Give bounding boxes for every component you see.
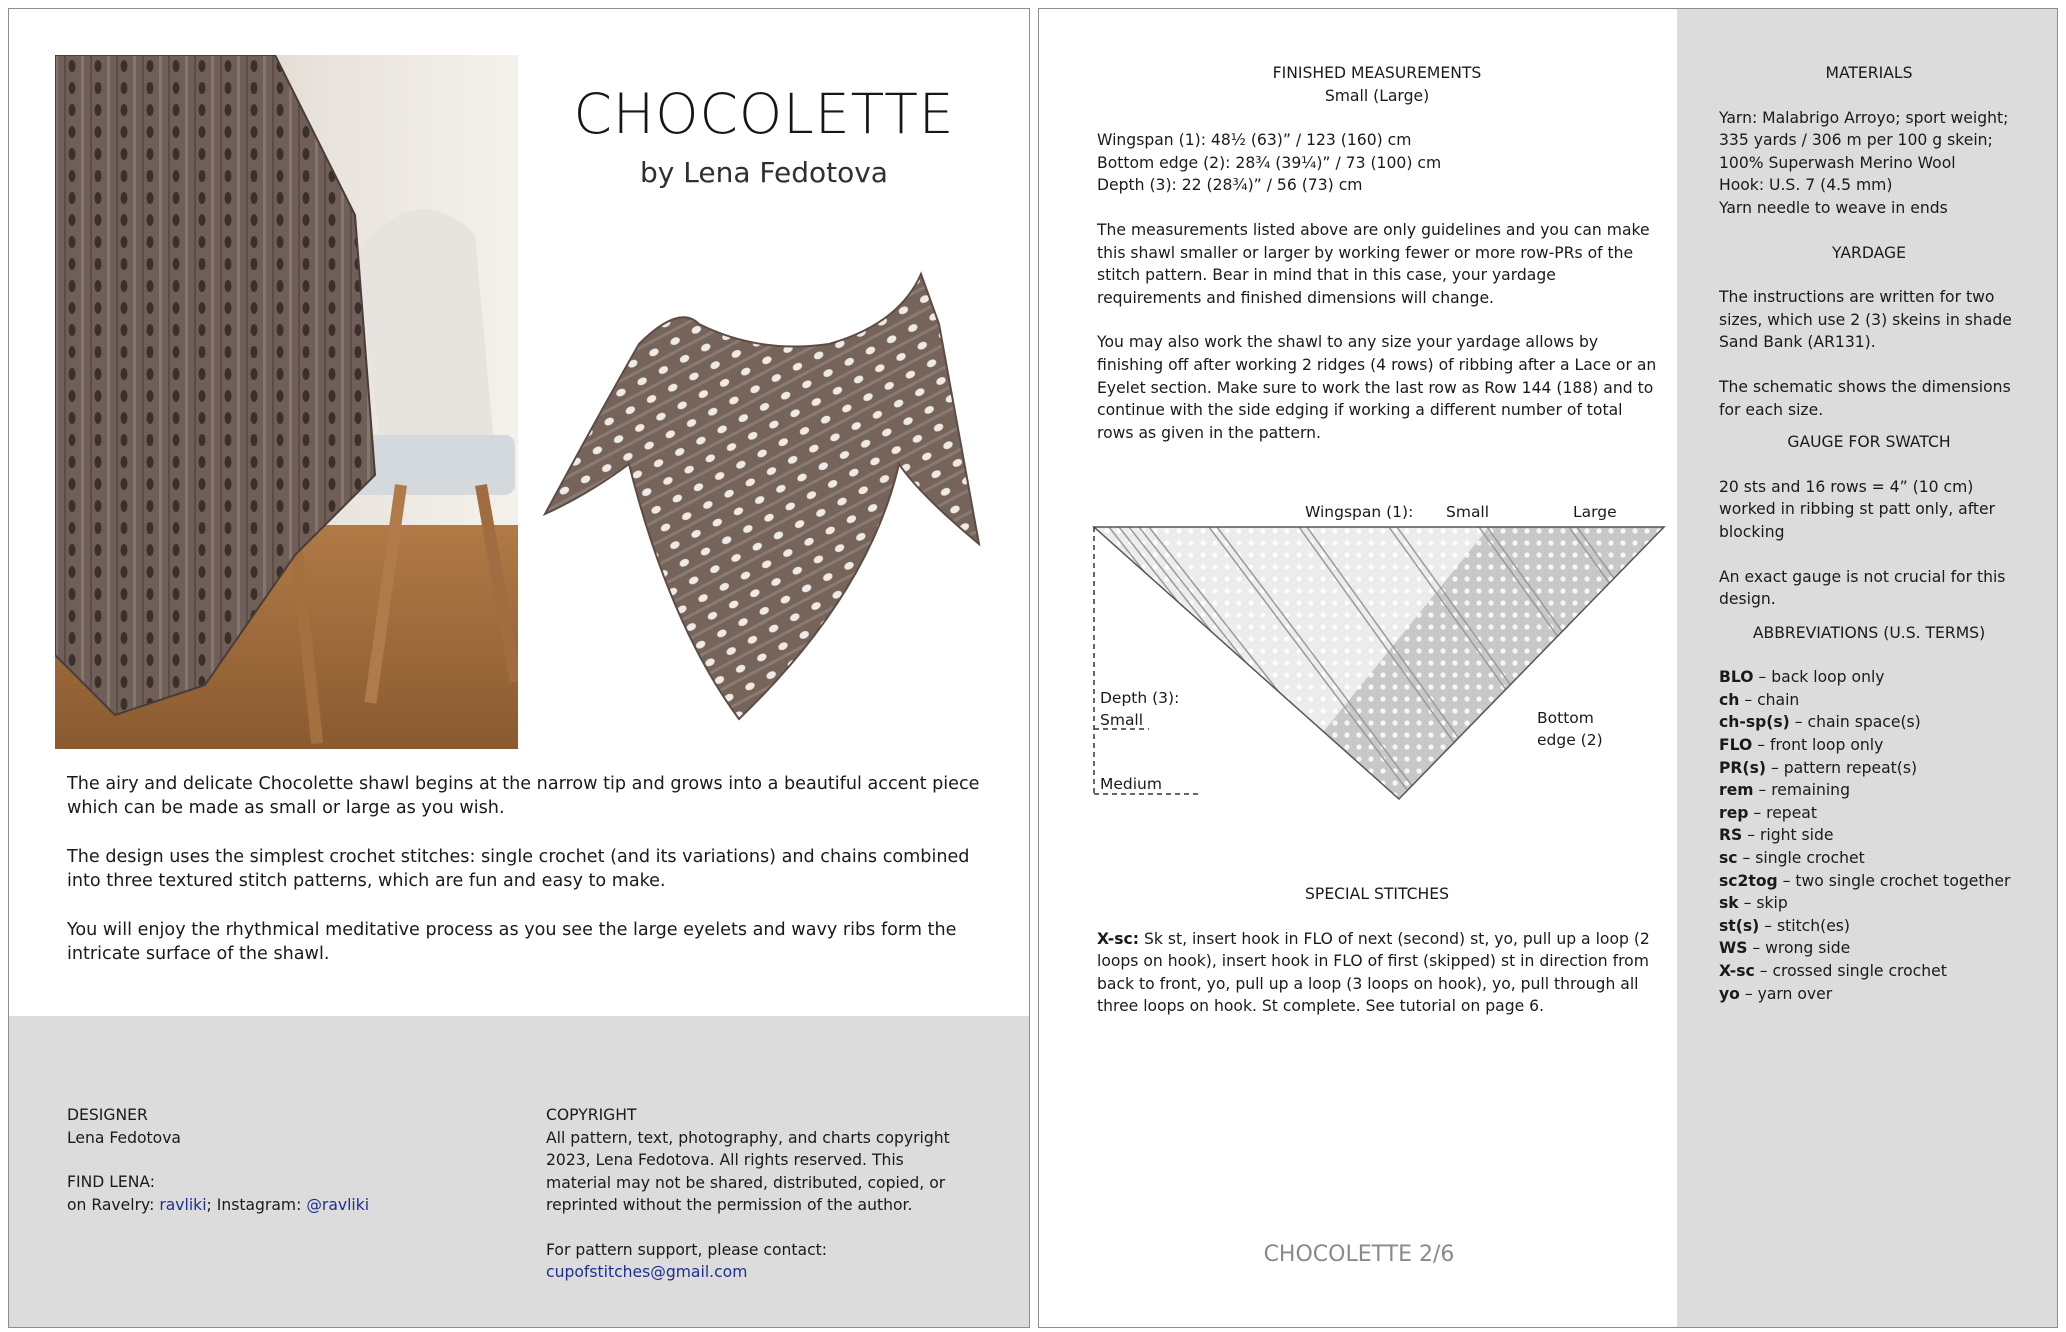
sidebar: [1677, 9, 2057, 1327]
abbreviation-definition: – wrong side: [1747, 939, 1851, 958]
find-prefix: on Ravelry:: [67, 1195, 160, 1214]
needle-info: Yarn needle to weave in ends: [1719, 198, 1948, 217]
abbreviation-item: [1719, 937, 2019, 960]
sidebar-content: [1719, 62, 2019, 1005]
special-text: Sk st, insert hook in FLO of next (second) st, yo, pull up a loop (2 loops on hook), insert hook in FLO of first (skipped) st in direction from back to front, yo, pull up a loop (3 loops on hook), yo, pull through all three loops on hook. St complete. See tutorial on page 6.: [1097, 929, 1650, 1016]
schematic-depth-medium: Medium: [1100, 775, 1162, 793]
footer: [9, 1016, 1029, 1327]
copyright-section: [546, 1104, 966, 1284]
abbreviation-definition: – skip: [1738, 894, 1788, 913]
support-email-link[interactable]: cupofstitches@gmail.com: [546, 1263, 748, 1281]
abbreviation-item: [1719, 983, 2019, 1006]
schematic-depth-small: Small: [1100, 711, 1144, 729]
abbreviation-definition: – stitch(es): [1759, 916, 1851, 935]
measurements-paragraph-2: You may also work the shawl to any size your yardage allows by finishing off after working 2 ridges (4 rows) of ribbing after a Lace or an Eyelet section. Make sure to work the last row as Row 144 (188) and to continue with the side edging if working a different number of total rows as given in the pattern.: [1097, 333, 1657, 442]
finished-subheading: Small (Large): [1324, 86, 1430, 105]
abbreviation-term: RS: [1719, 826, 1743, 845]
abbreviation-definition: – front loop only: [1752, 736, 1884, 755]
designer-heading: DESIGNER: [67, 1106, 148, 1124]
wingspan-measurement: Wingspan (1): 48½ (63)” / 123 (160) cm: [1097, 131, 1412, 150]
abbreviation-item: [1719, 711, 2019, 734]
abbreviations-list: [1719, 666, 2019, 1005]
abbreviation-definition: – two single crochet together: [1777, 871, 2011, 890]
abbreviation-term: st(s): [1719, 916, 1760, 935]
depth-measurement: Depth (3): 22 (28¾)” / 56 (73) cm: [1097, 176, 1363, 195]
abbreviation-definition: – chain space(s): [1789, 713, 1921, 732]
abbreviation-item: [1719, 960, 2019, 983]
page-number: CHOCOLETTE 2/6: [1263, 1242, 1455, 1267]
shawl-draped-photo: [55, 55, 518, 749]
abbreviation-item: [1719, 666, 2019, 689]
abbreviation-definition: – crossed single crochet: [1754, 962, 1947, 980]
shawl-schematic: [1089, 489, 1689, 819]
abbreviation-term: ch: [1719, 690, 1740, 709]
yardage-text: The instructions are written for two sizes, which use 2 (3) skeins in shade Sand Bank (AR131).: [1719, 288, 2012, 352]
special-heading: SPECIAL STITCHES: [1305, 885, 1449, 903]
title-block: [529, 9, 999, 189]
abbreviation-term: yo: [1719, 984, 1740, 1003]
ravelry-link[interactable]: ravliki: [159, 1195, 207, 1214]
special-description: [1097, 928, 1657, 1018]
abbreviation-item: [1719, 802, 2019, 825]
yardage-heading: YARDAGE: [1832, 243, 1906, 262]
abbreviation-term: BLO: [1719, 668, 1754, 687]
finished-measurements: [1097, 62, 1657, 444]
schematic-depth-label: Depth (3):: [1100, 689, 1180, 707]
intro-paragraph-2: The design uses the simplest crochet stitches: single crochet (and its variations) and chains combined into three textured stitch patterns, which are fun and easy to make.: [67, 847, 970, 891]
gauge-text: 20 sts and 16 rows = 4” (10 cm) worked in ribbing st patt only, after blocking: [1719, 477, 1996, 541]
instagram-link[interactable]: @ravliki: [306, 1195, 370, 1214]
designer-name: Lena Fedotova: [67, 1128, 181, 1147]
find-line: [67, 1194, 487, 1217]
abbreviation-item: [1719, 824, 2019, 847]
schematic-note: The schematic shows the dimensions for each size.: [1719, 377, 2011, 419]
find-middle: ; Instagram:: [206, 1195, 307, 1214]
pattern-author: by Lena Fedotova: [640, 156, 888, 189]
abbreviation-item: [1719, 734, 2019, 757]
materials-heading: MATERIALS: [1825, 64, 1913, 82]
abbreviation-term: sc: [1719, 849, 1738, 868]
gauge-heading: GAUGE FOR SWATCH: [1787, 433, 1951, 452]
abbreviation-term: rem: [1719, 781, 1754, 800]
schematic-bottom-label-1: Bottom: [1537, 709, 1594, 727]
measurements-paragraph-1: The measurements listed above are only guidelines and you can make this shawl smaller or larger by working fewer or more row-PRs of the stitch pattern. Bear in mind that in this case, your yardage requirements and finished dimensions will change.: [1097, 220, 1650, 307]
finished-heading: FINISHED MEASUREMENTS: [1272, 64, 1482, 82]
find-heading: FIND LENA:: [67, 1173, 156, 1191]
abbreviation-item: [1719, 689, 2019, 712]
pattern-title: CHOCOLETTE: [573, 82, 955, 146]
abbreviation-definition: – single crochet: [1737, 849, 1865, 868]
abbreviation-definition: – pattern repeat(s): [1765, 758, 1918, 777]
abbreviation-term: rep: [1719, 803, 1749, 822]
abbreviation-definition: – chain: [1739, 690, 1800, 709]
hook-info: Hook: U.S. 7 (4.5 mm): [1719, 176, 1893, 195]
abbreviation-term: PR(s): [1719, 758, 1766, 777]
designer-section: [67, 1104, 487, 1216]
abbreviation-term: WS: [1719, 939, 1748, 958]
schematic-wingspan-label: Wingspan (1):: [1305, 503, 1414, 521]
abbreviation-item: [1719, 757, 2019, 780]
abbreviation-term: sc2tog: [1719, 871, 1778, 890]
abbreviation-item: [1719, 915, 2019, 938]
abbreviation-term: ch-sp(s): [1719, 713, 1790, 732]
abbreviation-item: [1719, 870, 2019, 893]
special-stitches: [1097, 883, 1657, 1018]
copyright-heading: COPYRIGHT: [546, 1106, 637, 1124]
schematic-bottom-label-2: edge (2): [1537, 731, 1603, 749]
bottom-edge-measurement: Bottom edge (2): 28¾ (39¼)” / 73 (100) cm: [1097, 153, 1442, 172]
shawl-flat-photo: [539, 264, 989, 726]
schematic-large-label: Large: [1573, 503, 1617, 521]
support-text: For pattern support, please contact:: [546, 1240, 828, 1259]
abbreviation-definition: – remaining: [1753, 781, 1850, 800]
gauge-note: An exact gauge is not crucial for this design.: [1719, 567, 2006, 609]
abbreviation-term: FLO: [1719, 736, 1753, 755]
abbreviation-term: X-sc: [1719, 962, 1755, 980]
abbreviation-definition: – repeat: [1748, 803, 1817, 822]
intro-paragraph-1: The airy and delicate Chocolette shawl begins at the narrow tip and grows into a beautiful accent piece which can be made as small or large as you wish.: [67, 774, 980, 818]
abbreviation-term: sk: [1719, 894, 1739, 913]
intro-paragraph-3: You will enjoy the rhythmical meditative process as you see the large eyelets and wavy ribs form the intricate surface of the shawl.: [67, 920, 957, 964]
abbreviation-definition: – back loop only: [1753, 668, 1885, 687]
abbreviation-definition: – yarn over: [1739, 984, 1833, 1003]
abbreviation-item: [1719, 779, 2019, 802]
yarn-info: Yarn: Malabrigo Arroyo; sport weight; 335 yards / 306 m per 100 g skein; 100% Superwash Merino Wool: [1719, 108, 2009, 172]
page-1: [8, 8, 1030, 1328]
abbreviation-item: [1719, 892, 2019, 915]
copyright-text: All pattern, text, photography, and charts copyright 2023, Lena Fedotova. All rights reserved. This material may not be shared, distributed, copied, or reprinted without the permission of the author.: [546, 1128, 950, 1214]
schematic-small-label: Small: [1446, 503, 1490, 521]
abbreviations-heading: ABBREVIATIONS (U.S. TERMS): [1752, 623, 1986, 642]
abbreviation-item: [1719, 847, 2019, 870]
special-term: X-sc:: [1097, 929, 1139, 948]
abbreviation-definition: – right side: [1742, 826, 1834, 845]
intro-text: [67, 772, 987, 991]
page-2: [1038, 8, 2058, 1328]
